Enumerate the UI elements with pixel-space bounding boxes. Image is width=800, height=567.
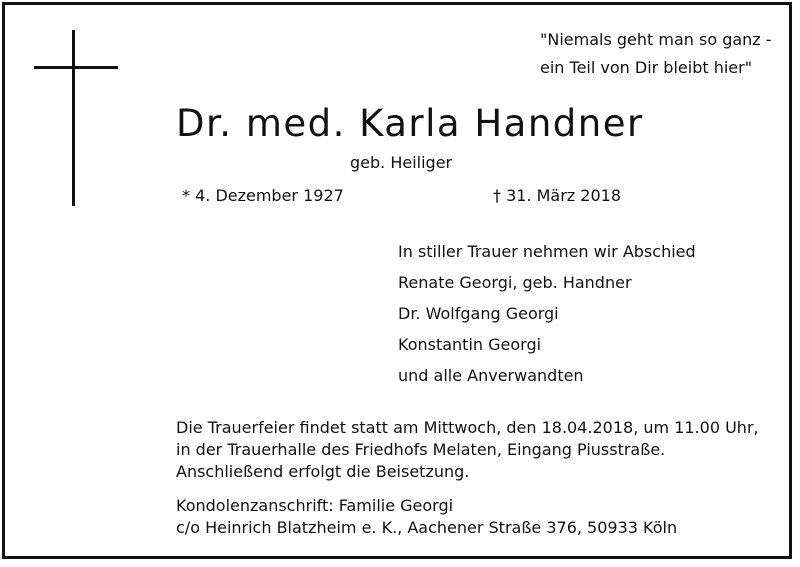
quote-line-2: ein Teil von Dir bleibt hier": [540, 58, 753, 77]
cross-horizontal-bar: [34, 66, 118, 69]
condolence-line-2: c/o Heinrich Blatzheim e. K., Aachener Straße 376, 50933 Köln: [176, 518, 678, 537]
quote-line-1: "Niemals geht man so ganz -: [540, 30, 772, 49]
death-date: † 31. März 2018: [493, 186, 622, 205]
mourner-name: Renate Georgi, geb. Handner: [398, 273, 632, 292]
funeral-line-2: in der Trauerhalle des Friedhofs Melaten, Eingang Piusstraße.: [176, 440, 666, 459]
mourner-name: Konstantin Georgi: [398, 335, 542, 354]
condolence-line-1: Kondolenzanschrift: Familie Georgi: [176, 496, 454, 515]
funeral-line-3: Anschließend erfolgt die Beisetzung.: [176, 462, 470, 481]
funeral-line-1: Die Trauerfeier findet statt am Mittwoch, den 18.04.2018, um 11.00 Uhr,: [176, 418, 759, 437]
mourners-list: [398, 236, 696, 391]
deceased-name: Dr. med. Karla Handner: [176, 102, 644, 145]
mourners-heading: In stiller Trauer nehmen wir Abschied: [398, 242, 696, 261]
birth-date: * 4. Dezember 1927: [182, 186, 344, 205]
cross-vertical-bar: [72, 30, 75, 206]
condolence-address: [176, 495, 677, 539]
funeral-info: [176, 417, 759, 483]
mourner-name: und alle Anverwandten: [398, 366, 584, 385]
mourner-name: Dr. Wolfgang Georgi: [398, 304, 559, 323]
quote: [540, 26, 772, 82]
birth-name: geb. Heiliger: [350, 153, 453, 172]
